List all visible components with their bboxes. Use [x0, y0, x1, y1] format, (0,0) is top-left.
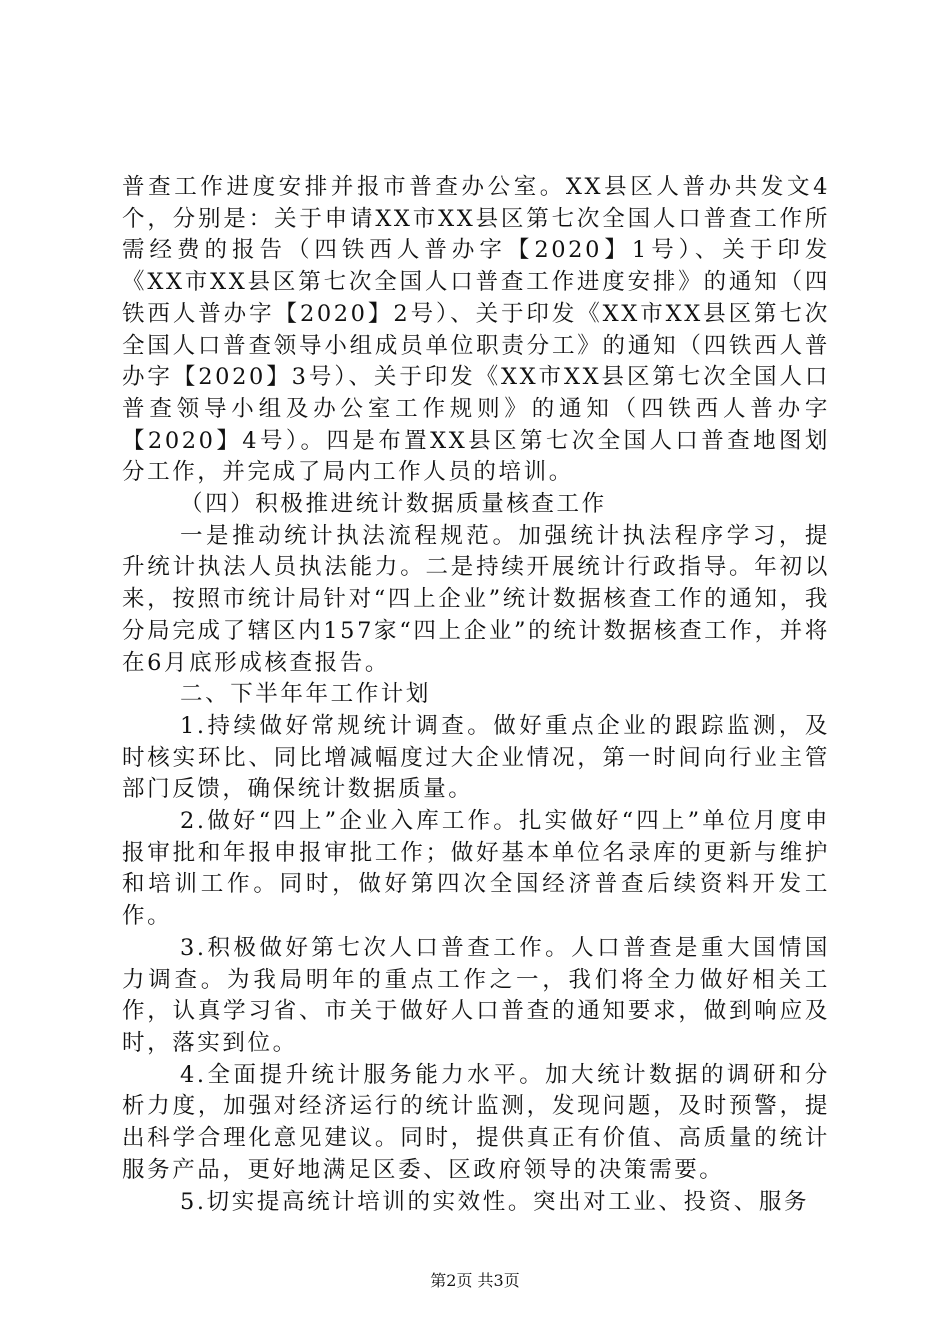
paragraph-census-documents: 普查工作进度安排并报市普查办公室。XX县区人普办共发文4个，分别是：关于申请XX市XX县区第七次全国人口普查工作所需经费的报告（四铁西人普办字【2020】1号）、关于印发《XX市XX县区第七次全国人口普查工作进度安排》的通知（四铁西人普办字【2020】2号）、关于印发《XX市XX县区第七次全国人口普查领导小组成员单位职责分工》的通知（四铁西人普办字【2020】3号）、关于印发《XX市XX县区第七次全国人口普查领导小组及办公室工作规则》的通知（四铁西人普办字【2020】4号）。四是布置XX县区第七次全国人口普查地图划分工作，并完成了局内工作人员的培训。: [122, 174, 830, 486]
document-body: [122, 172, 830, 1218]
plan-item-4: 4.全面提升统计服务能力水平。加大统计数据的调研和分析力度，加强对经济运行的统计监测，发现问题，及时预警，提出科学合理化意见建议。同时，提供真正有价值、高质量的统计服务产品，更好地满足区委、区政府领导的决策需要。: [122, 1061, 830, 1183]
plan-item-1: 1.持续做好常规统计调查。做好重点企业的跟踪监测，及时核实环比、同比增减幅度过大企业情况，第一时间向行业主管部门反馈，确保统计数据质量。: [122, 712, 830, 803]
plan-item-2: 2.做好“四上”企业入库工作。扎实做好“四上”单位月度申报审批和年报申报审批工作；做好基本单位名录库的更新与维护和培训工作。同时，做好第四次全国经济普查后续资料开发工作。: [122, 808, 830, 930]
section-heading-work-plan: 二、下半年年工作计划: [180, 681, 432, 708]
section-heading-data-quality: （四）积极推进统计数据质量核查工作: [180, 491, 607, 518]
paragraph-data-quality: 一是推动统计执法流程规范。加强统计执法程序学习，提升统计执法人员执法能力。二是持续开展统计行政指导。年初以来，按照市统计局针对“四上企业”统计数据核查工作的通知，我分局完成了辖区内157家“四上企业”的统计数据核查工作，并将在6月底形成核查报告。: [122, 522, 830, 676]
page-footer: 第2页 共3页: [430, 1271, 520, 1290]
plan-item-3: 3.积极做好第七次人口普查工作。人口普查是重大国情国力调查。为我局明年的重点工作之一，我们将全力做好相关工作，认真学习省、市关于做好人口普查的通知要求，做到响应及时，落实到位。: [122, 934, 830, 1056]
plan-item-5: 5.切实提高统计培训的实效性。突出对工业、投资、服务: [180, 1188, 810, 1215]
